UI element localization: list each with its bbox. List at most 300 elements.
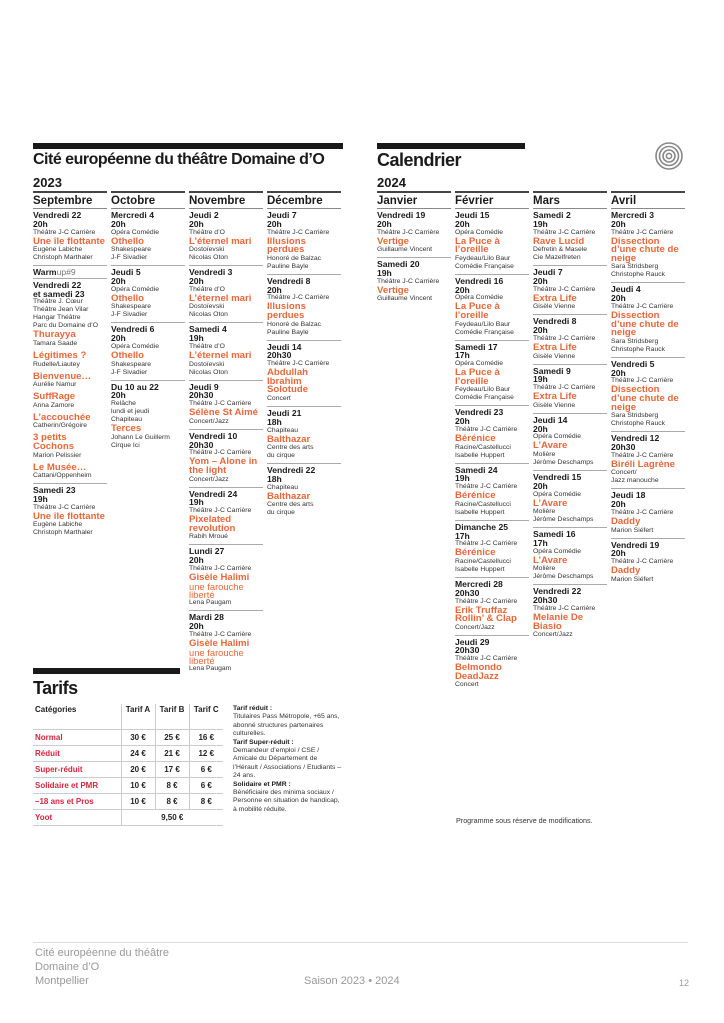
show-title: Vertige: [377, 284, 409, 296]
show-title: Othello: [111, 349, 145, 361]
show-title: Vertige: [377, 235, 409, 247]
show-credit: Catherin/Grégoire: [33, 422, 88, 430]
event-venue: Théâtre J-C Carrière: [189, 507, 252, 515]
event-venue: Théâtre Jean Vilar: [33, 306, 89, 314]
show-title: Bérénice: [455, 490, 496, 502]
page-number: 12: [679, 978, 690, 988]
event: [189, 430, 263, 488]
event-day: Dimanche 25: [455, 521, 509, 532]
price-a: 10 €: [121, 793, 155, 809]
show-credit: Aurélie Namur: [33, 381, 77, 389]
event-time: 20h: [611, 367, 626, 378]
event-venue: Théâtre J-C Carrière: [455, 483, 518, 491]
show-credit: Dostoïevski: [189, 303, 225, 311]
footer-season: Saison 2023 • 2024: [304, 975, 400, 987]
show-credit: Isabelle Huppert: [455, 508, 505, 516]
event-time: 20h30: [611, 441, 636, 452]
show-credit: Cirque Ici: [111, 441, 140, 449]
event-time: 20h: [611, 293, 626, 304]
event-time: 20h: [267, 284, 282, 295]
show-credit: Centre des arts: [267, 501, 314, 509]
show-subtitle: une farouche liberté: [189, 580, 244, 600]
event-day: Samedi 23: [33, 485, 76, 496]
show-title: Thurayya: [33, 329, 76, 341]
event: [189, 381, 263, 430]
event-day: Jeudi 7: [533, 267, 563, 278]
warmup-label-light: up#9: [56, 267, 76, 278]
event-venue: Chapiteau: [111, 416, 142, 424]
month-header: Septembre: [33, 191, 107, 209]
year-2024: 2024: [377, 175, 406, 190]
event-venue: Théâtre J-C Carrière: [611, 228, 674, 236]
event-venue: Parc du Domaine d’O: [33, 322, 98, 330]
event-venue: Opéra Comédie: [533, 547, 581, 555]
event-day: Jeudi 14: [533, 414, 568, 425]
show-credit: Honoré de Balzac: [267, 320, 322, 328]
show-title: L’Avare: [533, 554, 568, 566]
tarif-row-yoot: [33, 809, 223, 825]
show-credit: Concert/: [611, 469, 637, 477]
show-credit: Pauline Bayle: [267, 328, 309, 336]
event-venue: Théâtre J-C Carrière: [267, 360, 330, 368]
event-day: Vendredi 3: [189, 267, 233, 278]
tarif-note-text: Bénéficiaire des minima sociaux / Personne en situation de handicap, à mobilité réduite.: [233, 789, 340, 813]
show-credit: Racine/Castellucci: [455, 443, 511, 451]
title-bar-left: [33, 143, 343, 149]
event-venue: Théâtre d’O: [189, 228, 225, 236]
show-credit: Feydeau/Lilo Baur: [455, 254, 511, 262]
show-title: L’Avare: [533, 440, 568, 452]
event-venue: Opéra Comédie: [455, 228, 503, 236]
tarif-note-text: Titulaires Pass Métropole, +65 ans, abonné structures partenaires culturelles.: [233, 713, 340, 738]
category: Réduit: [33, 745, 121, 761]
show-credit: Molière: [533, 565, 556, 573]
show-credit: Anna Zamore: [33, 401, 75, 409]
event-time: 20h: [189, 555, 204, 566]
show-title: Illusions perdues: [267, 301, 306, 321]
show-credit: Sara Stridsberg: [611, 263, 659, 271]
event: [455, 406, 529, 463]
footer-venue: [35, 946, 169, 988]
event-day: Mercredi 3: [611, 210, 654, 220]
event-venue: Théâtre J. Cœur: [33, 298, 83, 306]
event: [455, 521, 529, 578]
show-credit: Jérôme Deschamps: [533, 458, 594, 466]
month-column-avril: [611, 191, 685, 587]
show-title: Extra Life: [533, 341, 577, 353]
event-day: Jeudi 2: [189, 210, 219, 220]
price-a: 24 €: [121, 745, 155, 761]
event: [111, 209, 185, 266]
title-bar-right: [377, 143, 525, 149]
show-credit: Defretin & Masele: [533, 246, 588, 254]
event-venue: Hangar Théâtre: [33, 314, 81, 322]
show-title: SuffRage: [33, 391, 76, 403]
event-day: Vendredi 5: [611, 358, 655, 369]
event: [611, 358, 685, 432]
show-title: Pixelated revolution: [189, 514, 236, 534]
event-day: Vendredi 22: [533, 586, 582, 597]
show-title: Balthazar: [267, 490, 311, 502]
event-venue: Opéra Comédie: [111, 285, 159, 293]
header-categories: Catégories: [33, 704, 121, 729]
event-time: 20h30: [455, 587, 480, 598]
show-title: Illusions perdues: [267, 235, 306, 256]
event-day: Jeudi 15: [455, 210, 490, 220]
price-b: 17 €: [155, 761, 189, 777]
event: [111, 381, 185, 453]
show-credit: Feydeau/Lilo Baur: [455, 320, 511, 328]
disclaimer: Programme sous réserve de modifications.: [456, 816, 593, 825]
event-venue: Théâtre J-C Carrière: [189, 400, 252, 408]
show-title: Extra Life: [533, 292, 577, 304]
category: Super-réduit: [33, 761, 121, 777]
show-credit: Jérôme Deschamps: [533, 516, 594, 524]
show-credit: Comédie Française: [455, 394, 514, 402]
event: [533, 585, 607, 642]
event-day: Jeudi 18: [611, 490, 646, 501]
footer-line-3: Montpellier: [35, 975, 89, 987]
footer-line-1: Cité européenne du théâtre: [35, 947, 169, 959]
year-2023: 2023: [33, 175, 62, 190]
event: [267, 407, 341, 464]
show-title: Une île flottante: [33, 510, 105, 522]
event: [455, 464, 529, 521]
tarif-note-heading: Solidaire et PMR :: [233, 780, 291, 788]
event-venue: Théâtre J-C Carrière: [33, 503, 96, 511]
category: Normal: [33, 729, 121, 745]
show-credit: Cie Mazelfreten: [533, 254, 581, 262]
warmup-label-bold: Warm: [33, 267, 57, 278]
price-b: 25 €: [155, 729, 189, 745]
event: [611, 489, 685, 538]
event: [533, 315, 607, 364]
tarif-note-heading: Tarif Super-réduit :: [233, 738, 294, 746]
show-credit: Eugène Labiche: [33, 521, 83, 529]
concentric-circles-logo-icon: [654, 141, 684, 171]
month-column-mars: [533, 191, 607, 642]
show-credit: Racine/Castellucci: [455, 500, 511, 508]
price-a: 20 €: [121, 761, 155, 777]
event: [455, 209, 529, 275]
event-venue: Théâtre J-C Carrière: [33, 228, 96, 236]
event-venue: Théâtre J-C Carrière: [533, 604, 596, 612]
price-c: 8 €: [189, 793, 223, 809]
month-header: Décembre: [267, 191, 341, 209]
show-credit: Isabelle Huppert: [455, 451, 505, 459]
tarifs-table: [33, 704, 223, 826]
show-credit: Gisèle Vienne: [533, 352, 576, 360]
event-venue: Théâtre J-C Carrière: [189, 630, 252, 638]
event-day: Vendredi 16: [455, 275, 504, 286]
show-title: L’éternel mari: [189, 292, 252, 304]
event-day: Vendredi 10: [189, 430, 238, 441]
event-venue: Théâtre J-C Carrière: [533, 384, 596, 392]
event: [611, 283, 685, 357]
event-time: 20h30: [455, 645, 480, 656]
show-credit: Christoph Marthaler: [33, 254, 93, 262]
price-c: 12 €: [189, 745, 223, 761]
show-credit: Concert/Jazz: [455, 623, 495, 631]
event: [33, 209, 107, 266]
show-title: Othello: [111, 292, 145, 304]
show-credit: Christoph Marthaler: [33, 529, 93, 537]
category: Yoot: [33, 809, 121, 825]
header-tarif-c: Tarif C: [189, 704, 223, 729]
show-credit: Sara Stridsberg: [611, 412, 659, 420]
event-time: 20h: [111, 390, 126, 401]
event-day: Mercredi 28: [455, 578, 503, 589]
event-time: 20h: [267, 218, 282, 229]
show-title: L’éternel mari: [189, 235, 252, 247]
event-time: 20h: [455, 416, 470, 427]
event-venue: Opéra Comédie: [533, 433, 581, 441]
show-credit: Guillaume Vincent: [377, 295, 433, 303]
show-title: Balthazar: [267, 433, 311, 445]
show-title: Rave Lucid: [533, 235, 585, 247]
event-venue: Chapiteau: [267, 483, 298, 491]
event: [455, 578, 529, 636]
month-column-novembre: [189, 191, 263, 676]
event-time: 20h30: [189, 439, 214, 450]
category: –18 ans et Pros: [33, 793, 121, 809]
show-credit: Christophe Rauck: [611, 420, 666, 428]
event: [533, 414, 607, 471]
show-credit: Cattani/Oppenheim: [33, 472, 92, 480]
event: [267, 341, 341, 407]
show-title: Extra Life: [533, 391, 577, 403]
show-title: Biréli Lagrène: [611, 458, 675, 470]
event-time: 19h: [377, 267, 392, 278]
show-credit: Shakespeare: [111, 246, 152, 254]
show-title: Gisèle Halimi: [189, 571, 250, 583]
event: [189, 323, 263, 380]
show-credit: Feydeau/Lilo Baur: [455, 386, 511, 394]
show-credit: Lena Paugam: [189, 665, 232, 673]
event: [267, 209, 341, 275]
calendar-title: Calendrier: [377, 150, 462, 170]
event-day: Vendredi 23: [455, 407, 504, 418]
event-venue: Opéra Comédie: [111, 228, 159, 236]
show-credit: Molière: [533, 508, 556, 516]
event-day: Vendredi 22: [267, 465, 316, 476]
price-b: 21 €: [155, 745, 189, 761]
event-time: 20h: [455, 284, 470, 295]
show-credit: Comédie Française: [455, 328, 514, 336]
show-title: La Puce à l’oreille: [455, 235, 500, 256]
show-credit: Racine/Castellucci: [455, 557, 511, 565]
price: 9,50 €: [121, 809, 223, 825]
event-venue: Théâtre J-C Carrière: [455, 540, 518, 548]
event-day: Samedi 2: [533, 210, 571, 220]
show-credit: Marion Pelissier: [33, 451, 82, 459]
event-time: 20h: [189, 218, 204, 229]
header-tarif-a: Tarif A: [121, 704, 155, 729]
event-venue: Théâtre J-C Carrière: [189, 564, 252, 572]
event-day: Vendredi 15: [533, 471, 582, 482]
event-day: Samedi 17: [455, 341, 498, 352]
tarif-note-text: Demandeur d’emploi / CSE / Amicale du Département de l’Hérault / Associations / Etudiants –24 ans.: [233, 747, 342, 780]
event-time: et samedi 23: [33, 288, 85, 299]
event-venue: Théâtre J-C Carrière: [533, 228, 596, 236]
event-venue: Chapiteau: [267, 426, 298, 434]
show-credit: Concert/Jazz: [533, 631, 573, 639]
event: [611, 432, 685, 489]
price-c: 6 €: [189, 777, 223, 793]
event-time: 18h: [267, 473, 282, 484]
show-title: Légitimes ?: [33, 349, 87, 361]
event: [377, 258, 451, 306]
event-venue: Théâtre J-C Carrière: [455, 597, 518, 605]
event-time: 19h: [533, 218, 548, 229]
show-credit: J-F Sivadier: [111, 254, 148, 262]
event-time: 17h: [455, 530, 470, 541]
event-day: Vendredi 22: [33, 279, 82, 290]
event-day: Jeudi 21: [267, 407, 302, 418]
event: [267, 275, 341, 341]
event-time: 19h: [189, 333, 204, 344]
event-venue: Théâtre J-C Carrière: [189, 449, 252, 457]
event-day: Vendredi 8: [533, 316, 577, 327]
show-title: La Puce à l’oreille: [455, 367, 500, 387]
show-title: Bienvenue…: [33, 370, 92, 382]
event-time: 20h: [533, 275, 548, 286]
price-a: 10 €: [121, 777, 155, 793]
show-credit: Pauline Bayle: [267, 262, 309, 270]
show-credit: Honoré de Balzac: [267, 254, 322, 262]
event-venue: Théâtre J-C Carrière: [611, 377, 674, 385]
event-day: Jeudi 29: [455, 636, 490, 647]
event: [189, 611, 263, 676]
event: [533, 365, 607, 414]
event-venue: Opéra Comédie: [111, 342, 159, 350]
show-title: Othello: [111, 235, 145, 247]
page-title: Cité européenne du théâtre Domaine d’O: [33, 151, 325, 168]
event-time: 19h: [455, 473, 470, 484]
tarif-note: [233, 781, 343, 815]
month-column-septembre: [33, 191, 107, 540]
event-venue: Théâtre J-C Carrière: [455, 655, 518, 663]
event-time: 20h: [111, 333, 126, 344]
event-day: Lundi 27: [189, 546, 225, 557]
event-time: 20h: [611, 499, 626, 510]
show-credit: Christophe Rauck: [611, 271, 666, 279]
month-column-janvier: [377, 191, 451, 306]
show-title: Dissection d’une chute de neige: [611, 235, 679, 264]
event: [267, 464, 341, 520]
show-title: Bérénice: [455, 432, 496, 444]
event-day: Vendredi 19: [377, 210, 426, 220]
show-title: Yom – Alone in the light: [189, 456, 258, 476]
month-column-février: [455, 191, 529, 692]
show-credit: Jérôme Deschamps: [533, 573, 594, 581]
month-header: Octobre: [111, 191, 185, 209]
show-title: La Puce à l’oreille: [455, 301, 500, 321]
show-credit: Sara Stridsberg: [611, 337, 659, 345]
event-day: Jeudi 7: [267, 210, 297, 220]
event-time: 18h: [267, 416, 282, 427]
event-venue: Théâtre J-C Carrière: [377, 277, 440, 285]
event-venue: Théâtre J-C Carrière: [611, 508, 674, 516]
event-day: Samedi 16: [533, 529, 576, 540]
header-tarif-b: Tarif B: [155, 704, 189, 729]
tarifs-title: Tarifs: [33, 678, 78, 698]
event-day: Samedi 24: [455, 464, 498, 475]
event-venue: Théâtre d’O: [189, 285, 225, 293]
month-header: Février: [455, 191, 529, 209]
show-credit: Jazz manouche: [611, 477, 659, 485]
price-c: 6 €: [189, 761, 223, 777]
show-credit: du cirque: [267, 509, 295, 517]
event-venue: Théâtre J-C Carrière: [377, 228, 440, 236]
price-b: 8 €: [155, 777, 189, 793]
show-credit: Tamara Saade: [33, 339, 78, 347]
show-credit: Shakespeare: [111, 360, 152, 368]
event-venue: Théâtre J-C Carrière: [455, 425, 518, 433]
show-credit: Eugène Labiche: [33, 246, 83, 254]
footer-line-2: Domaine d’O: [35, 961, 100, 973]
event: [533, 266, 607, 315]
event-time: 19h: [533, 374, 548, 385]
show-title: L’accouchée: [33, 411, 91, 423]
tarif-row: [33, 793, 223, 809]
show-title: Erik Truffaz Rollin’ & Clap: [455, 604, 517, 625]
event-venue: Relâche: [111, 400, 136, 408]
tarif-row: [33, 777, 223, 793]
show-credit: Comédie Française: [455, 262, 514, 270]
tarif-note: [233, 705, 343, 739]
event-day: Du 10 au 22: [111, 381, 159, 392]
footer-divider: [33, 942, 688, 943]
event-time: 17h: [455, 350, 470, 361]
tarifs-bar: [33, 668, 180, 674]
event-venue: lundi et jeudi: [111, 408, 150, 416]
event: [189, 488, 263, 546]
event: [111, 323, 185, 380]
show-title: Abdullah Ibrahim Solotude: [267, 367, 309, 396]
show-credit: Concert/Jazz: [189, 417, 229, 425]
event-time: 19h: [189, 497, 204, 508]
event-day: Jeudi 14: [267, 341, 302, 352]
show-title: 3 petits Cochons: [33, 432, 75, 452]
show-credit: Nicolas Oton: [189, 311, 228, 319]
event: [189, 209, 263, 266]
show-title: Une île flottante: [33, 235, 105, 247]
tarif-row: [33, 745, 223, 761]
event: [533, 471, 607, 528]
event: [33, 279, 107, 484]
event-day: Mercredi 4: [111, 210, 154, 220]
price-a: 30 €: [121, 729, 155, 745]
event: [611, 539, 685, 587]
event: [455, 636, 529, 693]
show-title: Le Musée…: [33, 461, 87, 473]
month-header: Avril: [611, 191, 685, 209]
event-day: Samedi 20: [377, 259, 420, 270]
event: [455, 275, 529, 341]
event-venue: Opéra Comédie: [455, 294, 503, 302]
event-day: Jeudi 4: [611, 284, 641, 295]
show-title: Dissection d’une chute de neige: [611, 384, 679, 413]
show-credit: Dostoïevski: [189, 246, 225, 254]
event-venue: Théâtre d’O: [189, 342, 225, 350]
event-time: 20h: [611, 548, 626, 559]
event: [111, 266, 185, 323]
event: [533, 209, 607, 266]
tarif-note-heading: Tarif réduit :: [233, 705, 273, 712]
month-column-décembre: [267, 191, 341, 520]
event-day: Vendredi 8: [267, 275, 311, 286]
